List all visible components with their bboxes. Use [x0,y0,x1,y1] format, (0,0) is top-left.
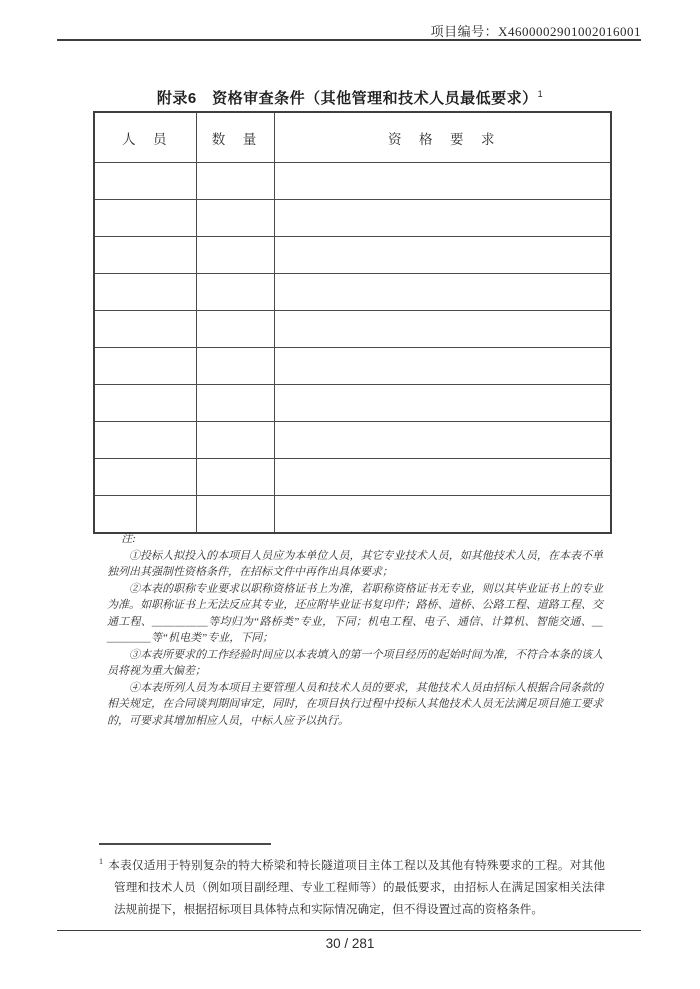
notes-section [107,531,603,729]
table-header-row [94,112,611,163]
cell-quantity [196,459,274,496]
footnote-body: 本表仅适用于特别复杂的特大桥梁和特长隧道项目主体工程以及其他有特殊要求的工程。对其他管理和技术人员（例如项目副经理、专业工程师等）的最低要求，由招标人在满足国家相关法律法规前提下，根据招标项目具体特点和实际情况确定，但不得设置过高的资格条件。 [108,858,605,916]
cell-quantity [196,496,274,534]
page-number: 30 / 281 [325,936,375,951]
note-item-4: ④本表所列人员为本项目主要管理人员和技术人员的要求，其他技术人员由招标人根据合同条款的相关规定，在合同谈判期间审定，同时，在项目执行过程中投标人其他技术人员无法满足项目施工要求的，可要求其增加相应人员，中标人应予以执行。 [107,681,603,727]
cell-qualification [274,422,611,459]
cell-personnel [94,163,196,200]
table-row [94,385,611,422]
column-header-quantity: 数 量 [196,112,274,163]
cell-quantity [196,422,274,459]
cell-qualification [274,200,611,237]
cell-quantity [196,274,274,311]
cell-qualification [274,163,611,200]
footnote-section [99,843,605,921]
cell-personnel [94,274,196,311]
table-row [94,496,611,534]
note-item-3: ③本表所要求的工作经验时间应以本表填入的第一个项目经历的起始时间为准，不符合本条的该人员将视为重大偏差； [107,648,603,677]
cell-personnel [94,311,196,348]
table-row [94,348,611,385]
project-number: 项目编号：X4600002901002016001 [430,24,641,39]
page-title [0,87,700,108]
cell-personnel [94,200,196,237]
footnote-marker: 1 [99,857,103,866]
cell-personnel [94,422,196,459]
cell-personnel [94,496,196,534]
note-item-1: ①投标人拟投入的本项目人员应为本单位人员，其它专业技术人员，如其他技术人员，在本表不单独列出其强制性资格条件，在招标文件中再作出具体要求； [107,549,603,578]
table-body [94,163,611,534]
column-header-qualification: 资 格 要 求 [274,112,611,163]
title-footnote-ref: 1 [537,89,544,99]
footer-rule [57,930,641,931]
table-row [94,163,611,200]
note-item-2: ②本表的职称专业要求以职称资格证书上为准，若职称资格证书无专业，则以其毕业证书上的专业为准。如职称证书上无法反应其专业，还应附毕业证书复印件；路桥、道桥、公路工程、道路工程、交通工程、＿＿＿＿＿等均归为“路桥类”专业，下同；机电工程、电子、通信、计算机、智能交通、＿＿＿＿＿等“机电类”专业，下同； [107,582,603,644]
cell-personnel [94,459,196,496]
cell-qualification [274,237,611,274]
cell-qualification [274,311,611,348]
cell-quantity [196,385,274,422]
table-row [94,274,611,311]
table-row [94,459,611,496]
cell-qualification [274,385,611,422]
footnote-separator [99,843,271,845]
cell-personnel [94,348,196,385]
cell-quantity [196,200,274,237]
notes-label: 注: [121,533,136,545]
cell-personnel [94,237,196,274]
cell-personnel [94,385,196,422]
table-row [94,200,611,237]
cell-quantity [196,163,274,200]
cell-qualification [274,459,611,496]
qualification-table [93,111,612,534]
column-header-personnel: 人 员 [94,112,196,163]
cell-quantity [196,237,274,274]
footnote-text [99,851,605,921]
cell-quantity [196,348,274,385]
header-rule [57,39,641,41]
cell-quantity [196,311,274,348]
cell-qualification [274,348,611,385]
table-row [94,237,611,274]
cell-qualification [274,496,611,534]
page-title-text: 附录6 资格审查条件（其他管理和技术人员最低要求） [156,90,538,107]
table-row [94,311,611,348]
table-row [94,422,611,459]
cell-qualification [274,274,611,311]
